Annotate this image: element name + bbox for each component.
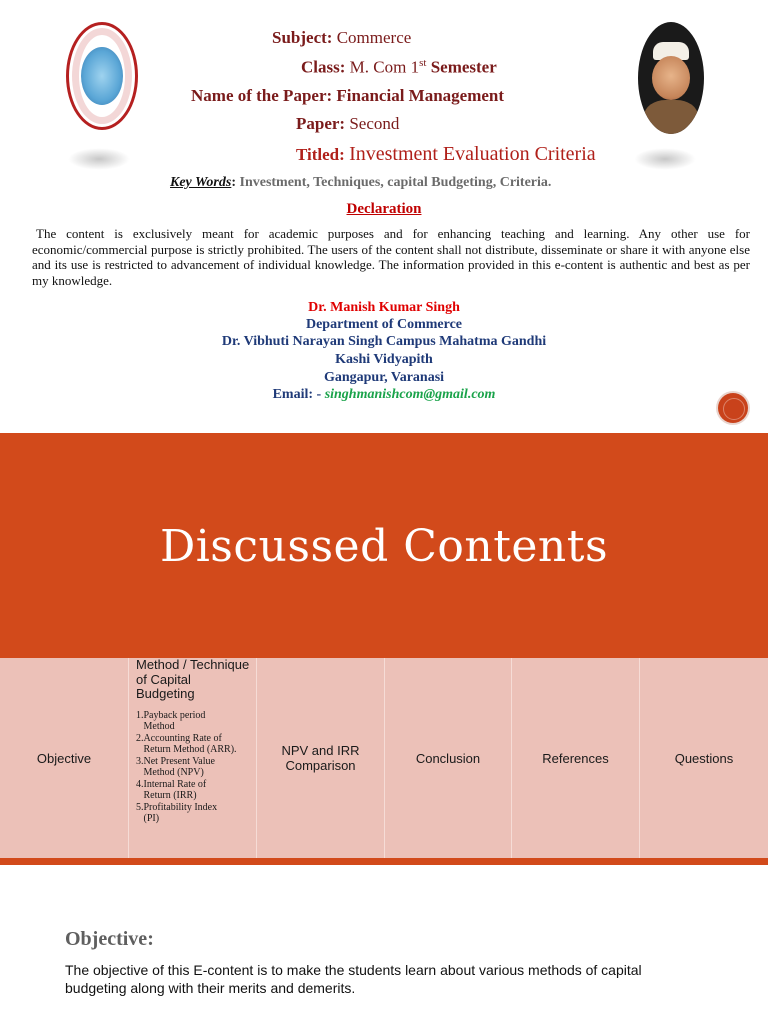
- subject-value: Commerce: [336, 28, 412, 47]
- toc-method-item: Method (NPV): [136, 767, 204, 778]
- objective-body: The objective of this E-content is to make the students learn about various methods of capital budgeting along with their merits and demerits.: [65, 962, 642, 996]
- author-location: Gangapur, Varanasi: [323, 370, 445, 385]
- contents-bottom-bar: [0, 858, 768, 865]
- paper-line: [296, 114, 399, 134]
- toc-method-item: (PI): [136, 813, 160, 824]
- banner-title: Discussed Contents: [159, 521, 609, 572]
- logo-shadow: [68, 148, 130, 170]
- toc-method-title: Method / Technique of Capital Budgeting: [136, 657, 250, 701]
- author-name: Dr. Manish Kumar Singh: [308, 300, 460, 315]
- toc-comparison[interactable]: NPV and IRR Comparison: [257, 658, 385, 858]
- portrait-face: [652, 56, 690, 100]
- subject-label: Subject:: [272, 28, 333, 47]
- toc-method-item: 2.Accounting Rate of: [136, 732, 222, 744]
- keywords-label: Key Words: [170, 175, 232, 190]
- author-university: Kashi Vidyapith: [335, 352, 433, 367]
- paper-name-label: Name of the Paper:: [191, 86, 333, 105]
- declaration-title: Declaration: [346, 201, 422, 217]
- contents-banner: [0, 433, 768, 658]
- subject-line: [272, 28, 411, 48]
- titled-value: Investment Evaluation Criteria: [349, 143, 596, 165]
- author-email-line: [0, 387, 768, 403]
- decorative-orb-icon: [718, 393, 748, 423]
- toc-references[interactable]: References: [512, 658, 640, 858]
- paper-value: Second: [349, 114, 400, 133]
- contents-strip: [0, 658, 768, 858]
- author-department: Department of Commerce: [305, 317, 462, 332]
- toc-method-item: Return Method (ARR).: [136, 744, 237, 755]
- email-link[interactable]: singhmanishcom@gmail.com: [324, 387, 496, 402]
- titled-label: Titled:: [296, 145, 345, 164]
- paper-label: Paper:: [296, 114, 346, 133]
- university-logo: [66, 22, 138, 130]
- objective-heading: Objective:: [65, 928, 154, 950]
- toc-objective[interactable]: Objective: [0, 658, 129, 858]
- toc-questions[interactable]: Questions: [674, 750, 734, 766]
- keywords-text: Investment, Techniques, capital Budgeting, Criteria.: [239, 175, 552, 190]
- email-label: Email: -: [272, 387, 322, 402]
- class-sup: st: [419, 57, 427, 69]
- keywords-separator: :: [231, 175, 236, 190]
- logo-map-emblem: [81, 47, 123, 105]
- toc-method-item: 3.Net Present Value: [136, 755, 215, 767]
- toc-conclusion[interactable]: Conclusion: [385, 658, 512, 858]
- toc-method-item: Return (IRR): [136, 790, 197, 801]
- class-label: Class:: [301, 57, 346, 77]
- declaration-body: The content is exclusively meant for academic purposes and for enhancing teaching and learning. Any other use for economic/commercial purpose is strictly prohibited. The users of the content shall not distribute, disseminate or share it with anyone else and its use is restricted to advancement of individual knowledge. The information provided in this e-content is authentic and best as per my knowledge.: [32, 226, 750, 288]
- toc-methods[interactable]: [129, 658, 257, 858]
- paper-name-value: Financial Management: [336, 86, 505, 105]
- paper-name-line: [191, 86, 504, 106]
- class-line: [301, 57, 497, 78]
- toc-method-list: [136, 710, 237, 825]
- toc-method-item: 4.Internal Rate of: [136, 778, 207, 790]
- founder-portrait: [638, 22, 704, 134]
- class-value: M. Com 1: [349, 57, 420, 77]
- toc-method-item: Method: [136, 721, 175, 732]
- keywords-line: [170, 175, 551, 191]
- portrait-shadow: [634, 148, 696, 170]
- author-campus: Dr. Vibhuti Narayan Singh Campus Mahatma Gandhi: [221, 334, 547, 349]
- portrait-coat: [644, 100, 698, 134]
- toc-method-item: 5.Profitability Index: [136, 801, 218, 813]
- titled-line: [296, 143, 596, 166]
- class-suffix: Semester: [430, 57, 497, 77]
- toc-method-item: 1.Payback period: [136, 709, 206, 721]
